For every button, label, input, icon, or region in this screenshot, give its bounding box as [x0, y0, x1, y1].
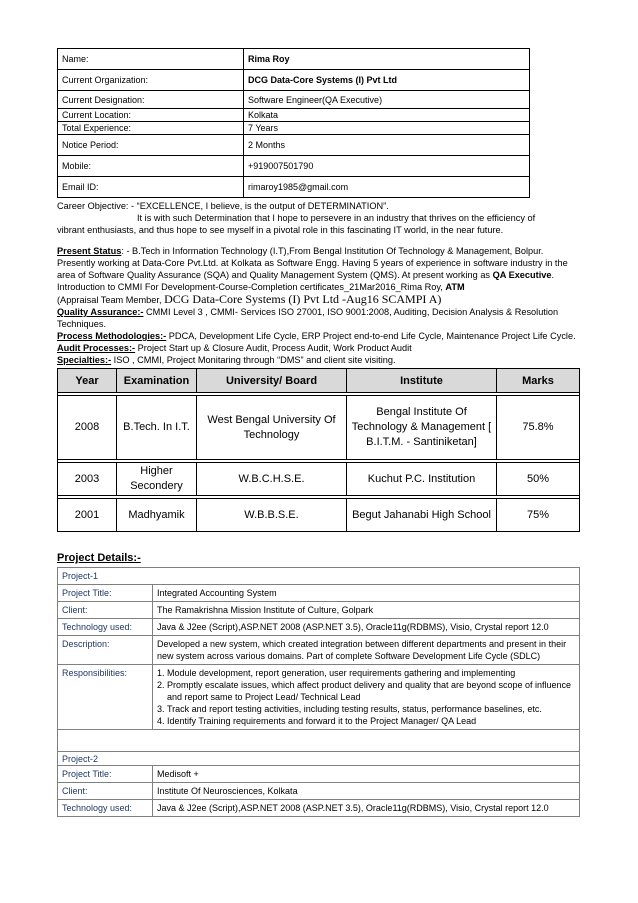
career-objective: Career Objective: - “EXCELLENCE, I believe, is the output of DETERMINATION”.: [57, 201, 389, 211]
resume-page: [57, 48, 580, 817]
project-name: Project-2: [58, 752, 580, 766]
info-label: Total Experience:: [58, 122, 244, 135]
info-value: Software Engineer(QA Executive): [244, 91, 530, 109]
info-row: [58, 91, 530, 109]
audit-processes: Audit Processes:- Project Start up & Closure Audit, Process Audit, Work Product Audit: [57, 343, 412, 353]
project-details-heading: Project Details:-: [57, 552, 141, 564]
process-methodologies: Process Methodologies:- PDCA, Development Life Cycle, ERP Project end-to-end Life Cycle, Maintenance Project Life Cycle.: [57, 331, 576, 341]
info-label: Current Location:: [58, 109, 244, 122]
info-label: Current Designation:: [58, 91, 244, 109]
info-label: Notice Period:: [58, 135, 244, 156]
info-row: [58, 70, 530, 91]
personal-info-table: [57, 48, 530, 198]
project-name-row: [58, 568, 580, 585]
info-value: Kolkata: [244, 109, 530, 122]
career-objective-line: It is with such Determination that I hope to persevere in an industry that thrives on the efficiency of: [137, 213, 536, 223]
project-row: Client: The Ramakrishna Mission Institute of Culture, Golpark: [58, 602, 580, 619]
project-table: [57, 567, 580, 817]
col-year: Year: [58, 369, 117, 393]
education-table: [57, 368, 580, 532]
info-value: DCG Data-Core Systems (I) Pvt Ltd: [244, 70, 530, 91]
list-item: 1. Module development, report generation, user requirements gathering and implementing: [167, 667, 575, 679]
project-name-row: [58, 752, 580, 766]
education-header: [58, 369, 580, 393]
info-value: 7 Years: [244, 122, 530, 135]
education-row: 2003 Higher Secondery W.B.C.H.S.E. Kuchut P.C. Institution 50%: [58, 463, 580, 496]
education-row: 2001 Madhyamik W.B.B.S.E. Begut Jahanabi High School 75%: [58, 499, 580, 532]
info-row: [58, 135, 530, 156]
quality-assurance: Quality Assurance:- CMMI Level 3 , CMMI- Services ISO 27001, ISO 9001:2008, Auditing, Decision Analysis & Resolution Techniques.: [57, 307, 559, 329]
project-row: Client: Institute Of Neurosciences, Kolkata: [58, 783, 580, 800]
info-value: rimaroy1985@gmail.com: [244, 177, 530, 198]
info-row: [58, 156, 530, 177]
list-item: 3. Track and report testing activities, including testing results, status, performance baselines, etc.: [167, 703, 575, 715]
info-row: [58, 177, 530, 198]
info-value: Rima Roy: [244, 49, 530, 70]
list-item: 2. Promptly escalate issues, which affect product delivery and quality that are beyond scope of influence and report same to Project Lead/ Technical Lead: [167, 679, 575, 703]
col-board: University/ Board: [197, 369, 347, 393]
info-row: [58, 109, 530, 122]
career-objective-line: vibrant enthusiasts, and thus hope to see myself in a pivotal role in this fascinating IT world, in the near future.: [57, 225, 504, 235]
list-item: 4. Identify Training requirements and forward it to the Project Manager/ QA Lead: [167, 715, 575, 727]
present-status-label: Present Status: [57, 246, 122, 256]
present-status: Present Status: - B.Tech in Information Technology (I.T),From Bengal Institution Of Technology & Management, Bolpur. Presently working at Data-Core Pvt.Ltd. at Kolkata as Software Engg. Having 5 years of experience in software industry in the area of Software Quality Assurance (SQA) and Quality Management System (QMS). At present working as QA Executive. Introduction to CMMI For Development-Course-Completion certificates_21Mar2016_Rima Roy, ATM: [57, 246, 568, 292]
info-value: 2 Months: [244, 135, 530, 156]
summary-section: [57, 200, 580, 366]
project-row: Responsibilities: 1. Module development, report generation, user requirements gathering and implementing 2. Promptly escalate issues, which affect product delivery and quality that are beyond scope of influence and report same to Project Lead/ Technical Lead 3. Track and report testing activities, including testing results, status, performance baselines, etc. 4. Identify Training requirements and forward it to the Project Manager/ QA Lead: [58, 665, 580, 730]
col-marks: Marks: [497, 369, 580, 393]
responsibilities-list: [153, 665, 580, 730]
project-row: Description: Developed a new system, which created integration between different departments and present in their new system across various domains. Part of complete Software Development Life Cycle (SDLC): [58, 636, 580, 665]
project-spacer-row: [58, 730, 580, 752]
project-row: Project Title: Medisoft +: [58, 766, 580, 783]
education-row: 2008 B.Tech. In I.T. West Bengal University Of Technology Bengal Institute Of Technology & Management [ B.I.T.M. - Santiniketan] 75.8%: [58, 396, 580, 460]
info-row: [58, 49, 530, 70]
specialties: Specialties:- ISO , CMMI, Project Monitaring through “DMS” and client site visiting.: [57, 355, 396, 365]
col-examination: Examination: [117, 369, 197, 393]
info-value: +919007501790: [244, 156, 530, 177]
project-row: Technology used: Java & J2ee (Script),ASP.NET 2008 (ASP.NET 3.5), Oracle11g(RDBMS), Visio, Crystal report 12.0: [58, 800, 580, 817]
info-label: Current Organization:: [58, 70, 244, 91]
info-row: [58, 122, 530, 135]
col-institute: Institute: [347, 369, 497, 393]
appraisal-line: (Appraisal Team Member, DCG Data-Core Systems (I) Pvt Ltd -Aug16 SCAMPI A): [57, 292, 442, 306]
info-label: Mobile:: [58, 156, 244, 177]
project-row: Technology used: Java & J2ee (Script),ASP.NET 2008 (ASP.NET 3.5), Oracle11g(RDBMS), Visio, Crystal report 12.0: [58, 619, 580, 636]
project-name: Project-1: [58, 568, 580, 585]
project-row: Project Title: Integrated Accounting System: [58, 585, 580, 602]
info-label: Email ID:: [58, 177, 244, 198]
info-label: Name:: [58, 49, 244, 70]
